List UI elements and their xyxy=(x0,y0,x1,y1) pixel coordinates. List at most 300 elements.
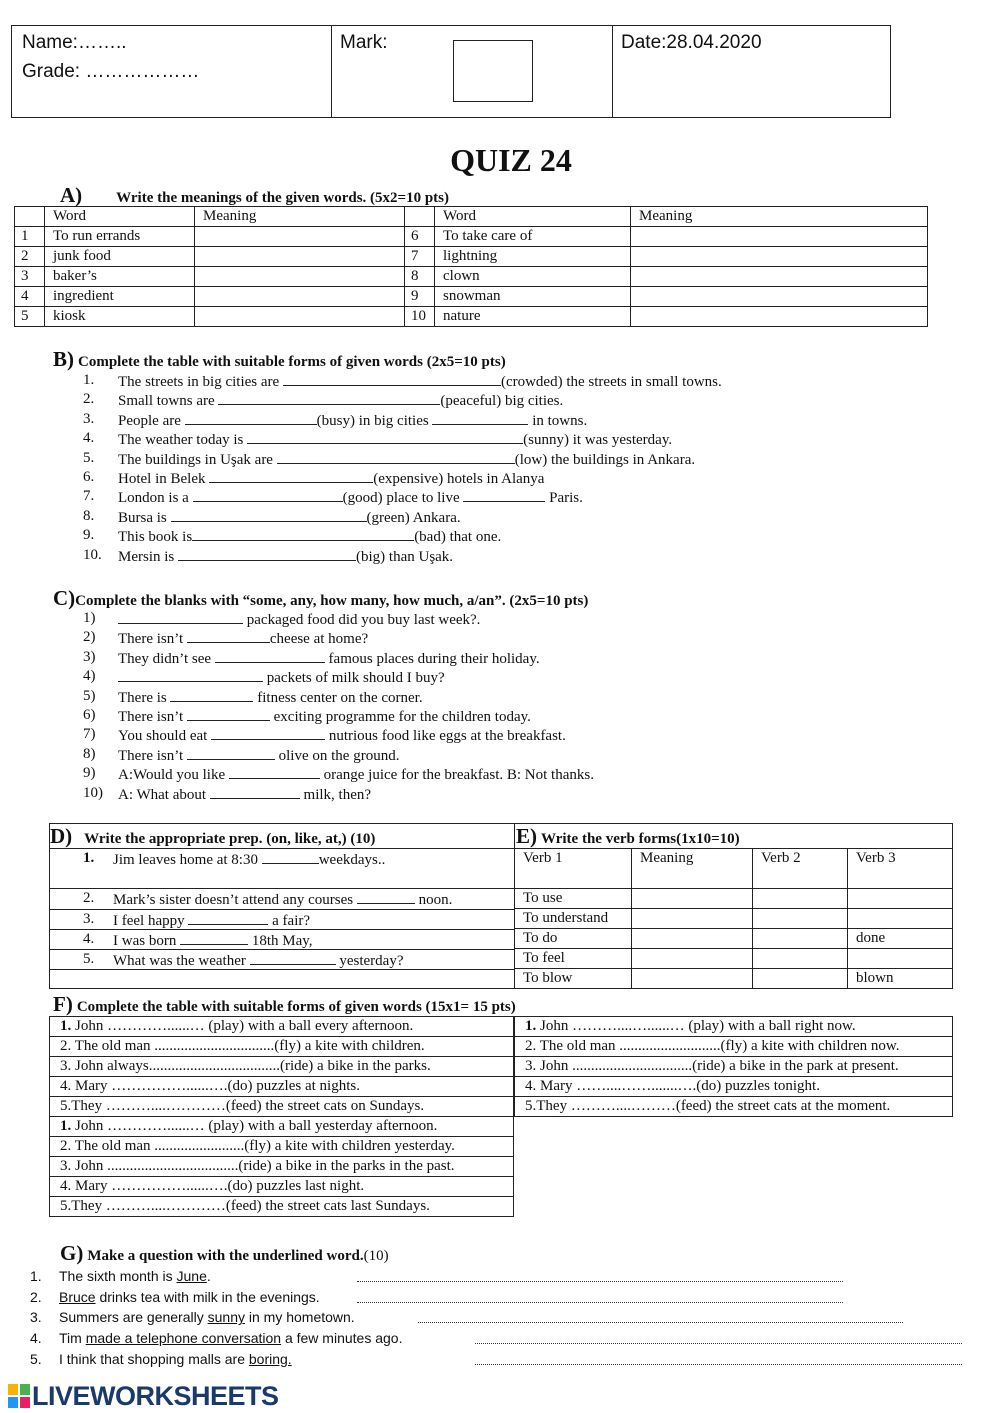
logo-square xyxy=(8,1397,18,1408)
list-item xyxy=(83,706,883,725)
word-cell: kiosk xyxy=(45,307,195,327)
item-number: 8) xyxy=(83,745,96,762)
item-number: 1. xyxy=(60,1018,72,1034)
list-item xyxy=(83,410,883,429)
answer-blank[interactable] xyxy=(180,930,248,945)
item-text: (sunny) it was yesterday. xyxy=(523,432,673,449)
table-row xyxy=(50,1057,514,1077)
section-a-table xyxy=(14,206,928,327)
item-text: Jim leaves home at 8:30 xyxy=(113,852,262,868)
item-text: Tim xyxy=(59,1330,86,1347)
item-text: nutrious food like eggs at the breakfast. xyxy=(325,728,566,745)
item-text: Hotel in Belek xyxy=(118,471,210,487)
item-text: Mark’s sister doesn’t attend any courses xyxy=(113,892,357,908)
word-cell: To take care of xyxy=(435,227,631,247)
logo-square xyxy=(20,1384,30,1395)
table-row xyxy=(50,1097,514,1117)
table-header-row xyxy=(515,849,954,889)
answer-blank[interactable] xyxy=(192,526,414,541)
item-text: (peaceful) big cities. xyxy=(440,393,564,410)
section-a-heading: A) Write the meanings of the given words. (5x2=10 pts) xyxy=(60,183,450,207)
sentence-cell[interactable] xyxy=(50,1017,514,1037)
word-cell: junk food xyxy=(45,247,195,267)
item-text: noon. xyxy=(414,892,453,908)
answer-blank[interactable] xyxy=(188,910,268,925)
page-title: QUIZ 24 xyxy=(450,142,572,178)
table-row xyxy=(515,969,954,989)
item-number: 10. xyxy=(83,546,102,563)
item-number: 7. xyxy=(83,488,95,505)
item-text: They ………....…………(feed) the street cats last Sundays. xyxy=(71,1198,430,1214)
table-row xyxy=(515,1097,953,1117)
column-header: Meaning xyxy=(195,207,405,227)
list-item xyxy=(83,628,883,647)
list-item xyxy=(83,507,883,526)
item-text: John …………......… (play) with a ball yesterday afternoon. xyxy=(71,1118,438,1134)
item-number: 9. xyxy=(83,527,95,544)
section-b-heading: B) Complete the table with suitable forms of given words (2x5=10 pts) xyxy=(53,347,506,371)
table-row xyxy=(515,1037,953,1057)
item-text: John ................................(ride) a bike in the park at present. xyxy=(536,1058,899,1074)
table-header-row xyxy=(15,207,928,227)
item-text: weekdays.. xyxy=(318,852,386,868)
sentence-cell[interactable] xyxy=(515,1077,953,1097)
list-item xyxy=(83,725,883,744)
section-g-heading: G) Make a question with the underlined word.(10) xyxy=(60,1241,389,1265)
sentence-cell[interactable] xyxy=(515,1017,953,1037)
item-number: 3. xyxy=(83,911,95,927)
word-cell: lightning xyxy=(435,247,631,267)
item-text: (good) place to live xyxy=(342,490,464,507)
meaning-input[interactable] xyxy=(631,267,928,287)
item-text: John ...................................(ride) a bike in the parks in the past. xyxy=(71,1158,455,1174)
table-row xyxy=(515,949,954,969)
item-text: (bad) that one. xyxy=(414,529,502,546)
answer-blank[interactable] xyxy=(118,667,263,682)
item-number: 4. xyxy=(83,430,95,447)
list-item xyxy=(0,1350,1000,1368)
list-item xyxy=(83,764,883,783)
item-number: 2. xyxy=(30,1288,42,1305)
logo-text: LIVEWORKSHEETS xyxy=(32,1380,279,1411)
item-text: A:Would you like xyxy=(118,767,229,784)
list-item xyxy=(83,468,883,487)
table-row xyxy=(515,909,954,929)
word-cell: To run errands xyxy=(45,227,195,247)
verb-form-input[interactable] xyxy=(632,889,753,909)
item-text: 18th May, xyxy=(248,933,313,949)
row-number: 7 xyxy=(405,247,435,267)
word-cell: clown xyxy=(435,267,631,287)
item-text: (expensive) hotels in Alanya xyxy=(373,471,545,487)
divider xyxy=(612,26,613,117)
table-row xyxy=(15,287,928,307)
item-number: 7) xyxy=(83,726,96,743)
item-text: (busy) in big cities xyxy=(316,412,433,429)
answer-blank[interactable] xyxy=(283,371,501,386)
answer-blank[interactable] xyxy=(218,390,440,405)
item-text: drinks tea with milk in the evenings. xyxy=(95,1288,320,1305)
item-text: packaged food did you buy last week?. xyxy=(243,612,481,628)
answer-line[interactable] xyxy=(475,1331,962,1344)
logo-square xyxy=(20,1397,30,1408)
item-text: a fair? xyxy=(268,913,311,929)
answer-blank[interactable] xyxy=(463,487,545,502)
column-header: Meaning xyxy=(631,207,928,227)
verb-form-input[interactable] xyxy=(848,949,954,969)
item-number: 1) xyxy=(83,610,96,626)
liveworksheets-logo xyxy=(8,1382,279,1410)
item-text: John always...................................(ride) a bike in the parks. xyxy=(71,1058,431,1074)
answer-blank[interactable] xyxy=(170,687,253,702)
item-text: olive on the ground. xyxy=(274,747,400,764)
verb-form-input[interactable] xyxy=(632,909,753,929)
item-text: (crowded) the streets in small towns. xyxy=(500,374,722,390)
meaning-input[interactable] xyxy=(631,307,928,327)
mark-box[interactable] xyxy=(453,40,533,102)
item-text: I feel happy xyxy=(113,913,189,929)
item-number: 2. xyxy=(60,1138,72,1154)
item-number: 5. xyxy=(525,1098,537,1114)
table-row xyxy=(50,1137,514,1157)
verb-form-input[interactable] xyxy=(848,909,954,929)
item-number: 1. xyxy=(83,372,95,388)
section-c-list xyxy=(83,609,883,809)
name-field[interactable]: Name:…….. xyxy=(22,32,127,53)
list-item xyxy=(83,526,883,545)
column-header: Verb 3 xyxy=(848,849,954,889)
answer-blank[interactable] xyxy=(171,507,367,522)
item-text: What was the weather xyxy=(113,953,250,969)
meaning-input[interactable] xyxy=(195,247,405,267)
date-label: Date:28.04.2020 xyxy=(621,32,762,53)
list-item xyxy=(83,487,883,506)
item-text: London is a xyxy=(118,490,193,507)
meaning-input[interactable] xyxy=(631,227,928,247)
answer-blank[interactable] xyxy=(247,429,523,444)
item-text: Mary ……………......….(do) puzzles at nights. xyxy=(71,1078,360,1094)
table-row xyxy=(515,1077,953,1097)
item-text: You should eat xyxy=(118,728,212,745)
table-row xyxy=(50,1117,514,1137)
item-text: They didn’t see xyxy=(118,650,215,667)
verb-cell: To blow xyxy=(515,969,632,989)
underlined-word: made a telephone conversation xyxy=(85,1330,282,1347)
item-number: 5. xyxy=(60,1098,72,1114)
item-text: John …………......… (play) with a ball every afternoon. xyxy=(71,1018,414,1034)
sentence-cell[interactable] xyxy=(515,1057,953,1077)
list-item xyxy=(83,745,883,764)
section-de-box xyxy=(49,823,953,989)
divider xyxy=(331,26,332,117)
item-text: in towns. xyxy=(528,412,588,429)
table-row xyxy=(50,1077,514,1097)
answer-blank[interactable] xyxy=(211,725,325,740)
answer-blank[interactable] xyxy=(187,745,275,760)
item-text: The sixth month is xyxy=(59,1268,177,1284)
section-f-right-table xyxy=(514,1016,953,1117)
row-number: 5 xyxy=(15,307,45,327)
sentence-cell[interactable] xyxy=(515,1097,953,1117)
item-number: 6) xyxy=(83,707,96,723)
meaning-input[interactable] xyxy=(195,307,405,327)
verb-cell: To understand xyxy=(515,909,632,929)
table-row xyxy=(515,1017,953,1037)
logo-icon xyxy=(8,1384,30,1408)
item-text: . xyxy=(206,1268,211,1284)
section-d-heading: D) Write the appropriate prep. (on, like, at,) (10) xyxy=(50,824,376,848)
answer-blank[interactable] xyxy=(229,764,320,779)
row-number: 1 xyxy=(15,227,45,247)
item-text: There is xyxy=(118,689,171,706)
item-text: I was born xyxy=(113,933,181,949)
item-text: yesterday? xyxy=(335,953,404,969)
list-item xyxy=(0,1329,1000,1347)
section-b-list xyxy=(83,371,883,571)
item-text: packets of milk should I buy? xyxy=(263,670,445,687)
item-text: Mersin is xyxy=(118,548,178,565)
meaning-input[interactable] xyxy=(631,247,928,267)
table-row xyxy=(15,307,928,327)
column-header: Verb 1 xyxy=(515,849,632,889)
item-number: 1. xyxy=(30,1268,42,1284)
list-item xyxy=(83,390,883,409)
item-number: 3. xyxy=(83,410,95,427)
item-number: 2. xyxy=(60,1038,72,1054)
verb-form-input[interactable] xyxy=(632,969,753,989)
item-text: milk, then? xyxy=(299,786,372,803)
item-text: The old man ........................(fly) a kite with children yesterday. xyxy=(71,1138,455,1154)
section-e-table xyxy=(514,848,953,988)
answer-blank[interactable] xyxy=(210,784,300,799)
word-cell: nature xyxy=(435,307,631,327)
row-number: 8 xyxy=(405,267,435,287)
item-number: 5. xyxy=(30,1350,42,1367)
item-text: The streets in big cities are xyxy=(118,374,283,390)
item-text: famous places during their holiday. xyxy=(324,650,540,667)
verb-form-input[interactable] xyxy=(753,929,848,949)
item-text: (big) than Uşak. xyxy=(356,548,454,565)
row-number: 10 xyxy=(405,307,435,327)
item-text: The old man ...........................(fly) a kite with children now. xyxy=(536,1038,900,1054)
verb-form-input[interactable] xyxy=(753,909,848,929)
underlined-word: June xyxy=(176,1268,207,1284)
item-text: Mary ……....…….......….(do) puzzles tonight. xyxy=(536,1078,820,1094)
list-item xyxy=(83,546,883,565)
section-e-heading: E) Write the verb forms(1x10=10) xyxy=(516,824,740,848)
answer-blank[interactable] xyxy=(178,546,356,561)
row-number: 2 xyxy=(15,247,45,267)
row-number: 9 xyxy=(405,287,435,307)
item-text: The old man ................................(fly) a kite with children. xyxy=(71,1038,425,1054)
list-item xyxy=(83,371,883,390)
verb-form-input[interactable] xyxy=(753,969,848,989)
list-item xyxy=(83,667,883,686)
underlined-word: boring. xyxy=(248,1350,292,1367)
item-text: orange juice for the breakfast. B: Not thanks. xyxy=(319,767,594,784)
item-text: The buildings in Uşak are xyxy=(118,451,277,468)
item-text: John ………....…......… (play) with a ball right now. xyxy=(536,1018,856,1034)
sentence-cell[interactable] xyxy=(515,1037,953,1057)
item-number: 4. xyxy=(60,1178,72,1194)
item-text: a few minutes ago. xyxy=(281,1330,403,1347)
row-number: 3 xyxy=(15,267,45,287)
answer-line[interactable] xyxy=(475,1352,962,1365)
grade-field[interactable]: Grade: ……………… xyxy=(22,61,200,82)
item-number: 4. xyxy=(83,931,95,947)
verb-form-input: blown xyxy=(848,969,954,989)
item-text: (low) the buildings in Ankara. xyxy=(514,451,696,468)
underlined-word: Bruce xyxy=(59,1288,96,1305)
item-number: 3. xyxy=(60,1058,72,1074)
table-row xyxy=(515,929,954,949)
verb-form-input[interactable] xyxy=(632,949,753,969)
item-number: 4. xyxy=(30,1330,42,1347)
item-text: There isn’t xyxy=(118,631,187,648)
item-text: Paris. xyxy=(545,490,583,507)
item-number: 2) xyxy=(83,629,96,646)
item-number: 5) xyxy=(83,687,96,704)
meaning-input[interactable] xyxy=(195,227,405,247)
answer-blank[interactable] xyxy=(432,410,528,425)
item-number: 6. xyxy=(83,469,95,485)
item-number: 1. xyxy=(83,850,95,866)
list-item xyxy=(83,429,883,448)
answer-blank[interactable] xyxy=(215,648,325,663)
list-item xyxy=(0,1308,1000,1326)
verb-cell: To use xyxy=(515,889,632,909)
verb-form-input[interactable] xyxy=(753,949,848,969)
item-text: fitness center on the corner. xyxy=(253,689,423,706)
row-number: 6 xyxy=(405,227,435,247)
sentence-cell[interactable] xyxy=(50,1177,514,1197)
column-header: Verb 2 xyxy=(753,849,848,889)
item-text: They ………....…………(feed) the street cats on Sundays. xyxy=(71,1098,425,1114)
answer-line[interactable] xyxy=(357,1290,843,1303)
list-item xyxy=(83,784,883,803)
table-row xyxy=(15,247,928,267)
table-row xyxy=(15,267,928,287)
answer-line[interactable] xyxy=(418,1310,903,1323)
item-text: in my hometown. xyxy=(244,1309,355,1326)
table-row xyxy=(50,1037,514,1057)
column-header: Word xyxy=(45,207,195,227)
answer-blank[interactable] xyxy=(193,487,343,502)
verb-cell: To feel xyxy=(515,949,632,969)
column-header: Word xyxy=(435,207,631,227)
item-number: 5. xyxy=(60,1198,72,1214)
table-row xyxy=(50,1157,514,1177)
sentence-cell[interactable] xyxy=(50,1117,514,1137)
item-number: 3. xyxy=(60,1158,72,1174)
answer-blank[interactable] xyxy=(357,889,415,904)
section-g-list xyxy=(0,1267,1000,1377)
table-row xyxy=(15,227,928,247)
list-item xyxy=(83,449,883,468)
list-item xyxy=(83,648,883,667)
answer-blank[interactable] xyxy=(185,410,317,425)
item-number: 1. xyxy=(525,1018,537,1034)
answer-blank[interactable] xyxy=(187,706,270,721)
answer-blank[interactable] xyxy=(277,449,515,464)
table-row xyxy=(515,889,954,909)
verb-form-input[interactable] xyxy=(848,889,954,909)
item-number: 3) xyxy=(83,648,96,665)
item-number: 5. xyxy=(83,951,95,967)
sentence-cell[interactable] xyxy=(50,1057,514,1077)
column-header: Meaning xyxy=(632,849,753,889)
list-item xyxy=(0,1288,1000,1306)
sentence-cell[interactable] xyxy=(50,1097,514,1117)
answer-blank[interactable] xyxy=(187,628,270,643)
item-text: Bursa is xyxy=(118,509,171,526)
item-text: A: What about xyxy=(118,786,210,803)
sentence-cell[interactable] xyxy=(50,1077,514,1097)
item-number: 4. xyxy=(525,1078,537,1094)
item-number: 3. xyxy=(30,1309,42,1326)
meaning-input[interactable] xyxy=(195,267,405,287)
answer-blank[interactable] xyxy=(250,950,336,965)
item-text: This book is xyxy=(118,529,193,546)
table-row xyxy=(515,1057,953,1077)
sentence-cell[interactable] xyxy=(50,1197,514,1217)
meaning-input[interactable] xyxy=(631,287,928,307)
item-text: (green) Ankara. xyxy=(366,509,461,526)
section-c-heading: C)Complete the blanks with “some, any, how many, how much, a/an”. (2x5=10 pts) xyxy=(53,586,589,610)
word-cell: snowman xyxy=(435,287,631,307)
item-text: There isn’t xyxy=(118,709,187,725)
list-item xyxy=(83,687,883,706)
mark-label: Mark: xyxy=(340,32,388,53)
word-cell: ingredient xyxy=(45,287,195,307)
item-text: The weather today is xyxy=(118,432,248,449)
item-text: They ………....………(feed) the street cats at the moment. xyxy=(536,1098,891,1114)
item-text: exciting programme for the children today. xyxy=(269,709,531,725)
table-row xyxy=(50,1197,514,1217)
item-text: cheese at home? xyxy=(269,631,369,648)
header-box xyxy=(11,25,891,118)
row-number: 4 xyxy=(15,287,45,307)
item-text: Summers are generally xyxy=(59,1309,208,1326)
verb-form-input: done xyxy=(848,929,954,949)
verb-form-input[interactable] xyxy=(632,929,753,949)
section-f-left-table xyxy=(49,1016,514,1217)
item-number: 4. xyxy=(60,1078,72,1094)
verb-form-input[interactable] xyxy=(753,889,848,909)
item-text: I think that shopping malls are xyxy=(59,1350,249,1367)
answer-blank[interactable] xyxy=(262,849,319,864)
item-number: 9) xyxy=(83,765,96,782)
item-number: 1. xyxy=(60,1118,72,1134)
item-number: 2. xyxy=(525,1038,537,1054)
item-number: 3. xyxy=(525,1058,537,1074)
sentence-cell[interactable] xyxy=(50,1157,514,1177)
meaning-input[interactable] xyxy=(195,287,405,307)
item-text: There isn’t xyxy=(118,747,187,764)
answer-blank[interactable] xyxy=(118,609,243,624)
answer-line[interactable] xyxy=(357,1269,843,1282)
sentence-cell[interactable] xyxy=(50,1137,514,1157)
item-text: People are xyxy=(118,412,185,429)
verb-cell: To do xyxy=(515,929,632,949)
underlined-word: sunny xyxy=(207,1309,245,1326)
answer-blank[interactable] xyxy=(209,468,373,483)
item-number: 8. xyxy=(83,507,95,524)
sentence-cell[interactable] xyxy=(50,1037,514,1057)
logo-square xyxy=(8,1384,18,1395)
word-cell: baker’s xyxy=(45,267,195,287)
item-number: 10) xyxy=(83,784,103,801)
